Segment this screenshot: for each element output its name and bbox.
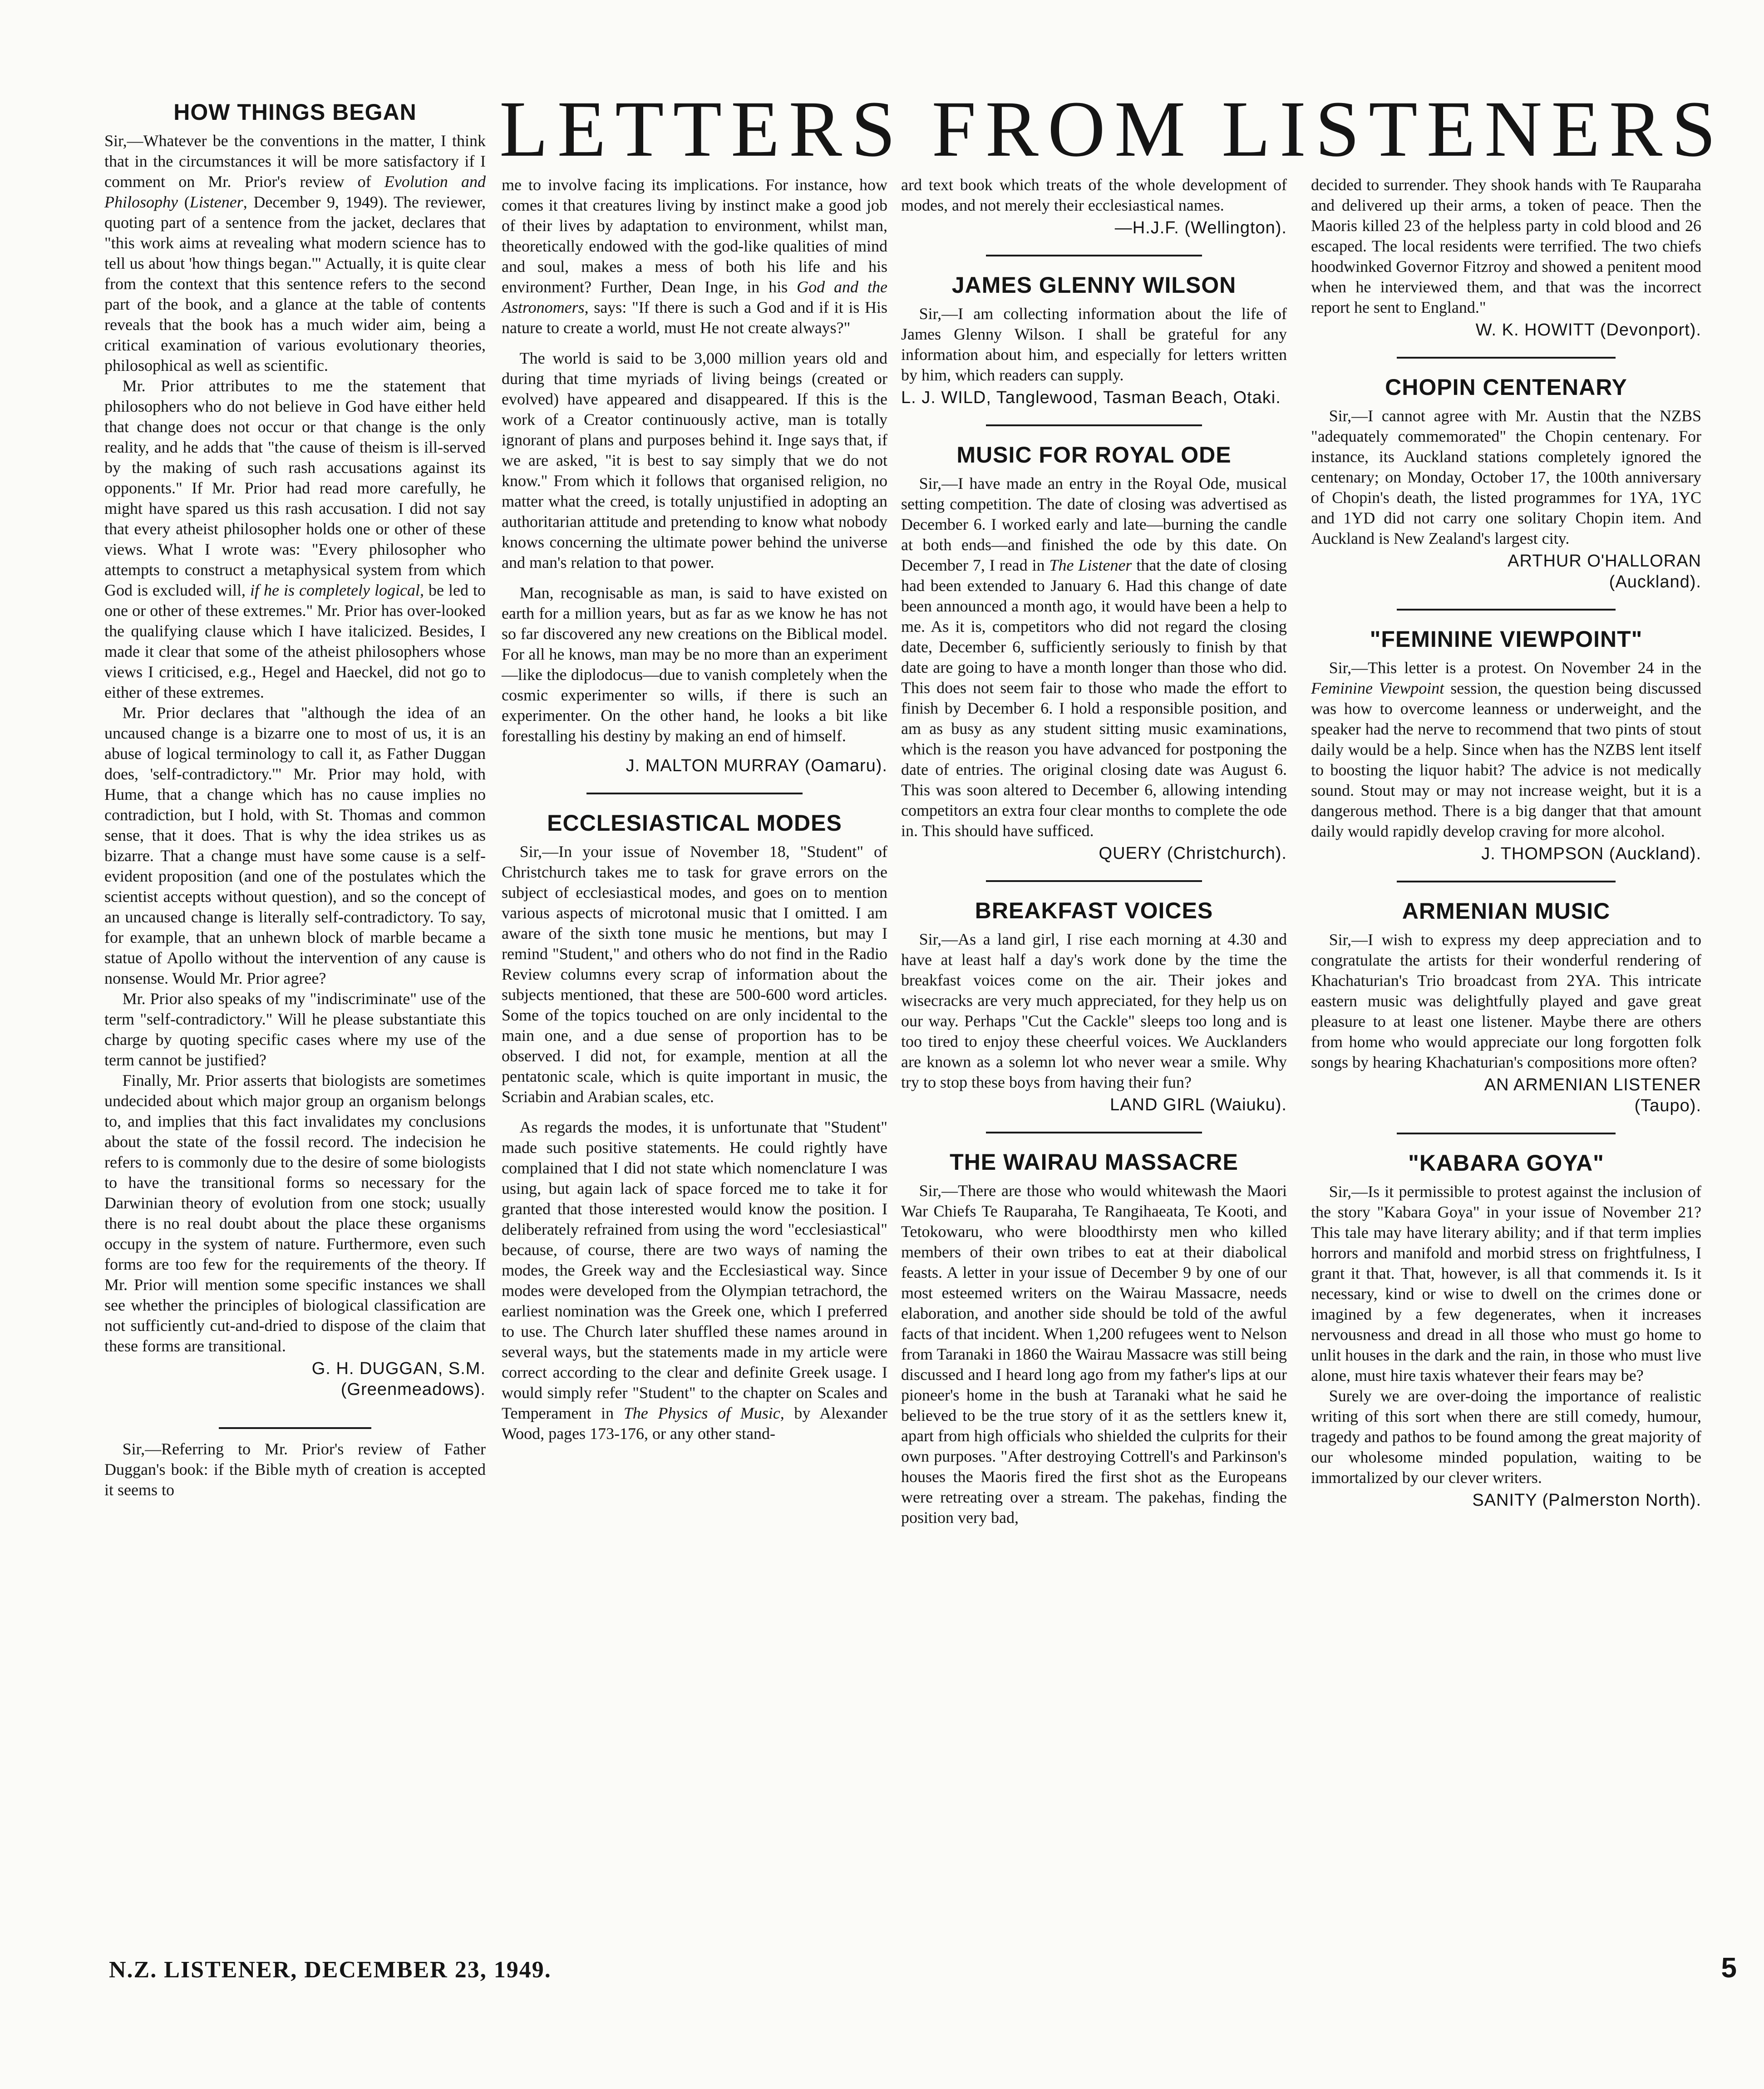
- letter-paragraph: Sir,—I cannot agree with Mr. Austin that the NZBS "adequately commemorated" the Chopin centenary. For instance, its Auckland stations completely ignored the centenary; on Monday, October 17, the 100th anniversary of Chopin's death, the listed programmes for 1YA, 1YC and 1YD did not carry one solitary Chopin item. And Auckland is New Zealand's largest city.: [1311, 407, 1701, 547]
- banner-word-from: FROM: [931, 85, 1195, 173]
- letter-paragraph: Sir,—Whatever be the conventions in the matter, I think that in the circumstances it will be more satisfactory if I comment on Mr. Prior's review of Evolution and Philosophy (Listener, December 9, 1949). The reviewer, quoting part of a sentence from the jacket, declares that "this work aims at revealing what modern science has to tell us about 'how things began.'" Actually, it is quite clear from the context that this sentence refers to the second part of the book, and a glance at the table of contents reveals that the book has a much wider aim, being a critical examination of various evolutionary theories, philosophical as well as scientific.: [104, 132, 486, 374]
- letter-paragraph: Sir,—Referring to Mr. Prior's review of Father Duggan's book: if the Bible myth of creation is accepted it seems to: [104, 1440, 486, 1499]
- heading-chopin-centenary: CHOPIN CENTENARY: [1385, 374, 1627, 400]
- heading-feminine-viewpoint: "FEMININE VIEWPOINT": [1370, 626, 1643, 652]
- signature: L. J. WILD, Tanglewood, Tasman Beach, Otaki.: [901, 388, 1281, 407]
- letter-paragraph: As regards the modes, it is unfortunate that "Student" made such positive statements. He could rightly have complained that I did not state which nomenclature I was using, but again lack of space forced me to take it for granted that those interested would know the position. I deliberately refrained from using the word "ecclesiastical" because, of course, there are two ways of naming the modes, the Greek way and the Ecclesiastical way. Since modes were developed from the Olympian tetrachord, the earliest nomination was the Greek one, which I preferred to use. The Church later shuffled these names around in several ways, but the statements made in my article were correct according to the clear and definite Greek usage. I would simply refer "Student" to the chapter on Scales and Temperament in The Physics of Music, by Alexander Wood, pages 173-176, or any other stand-: [502, 1118, 888, 1443]
- signature: G. H. DUGGAN, S.M. (Greenmeadows).: [311, 1359, 486, 1399]
- letter-paragraph: Sir,—As a land girl, I rise each morning at 4.30 and have at least half a day's work done by the time the breakfast voices come on the air. Their jokes and wisecracks are very much appreciated, for they help us on our way. Perhaps "Cut the Cackle" sleeps too long and is too tired to enjoy these cheerful voices. We Aucklanders are known as a solemn lot who never wear a smile. Why try to stop these boys from having their fun?: [901, 930, 1287, 1091]
- signature: SANITY (Palmerston North).: [1472, 1491, 1701, 1510]
- heading-armenian-music: ARMENIAN MUSIC: [1402, 898, 1611, 924]
- signature: ARTHUR O'HALLORAN (Auckland).: [1508, 552, 1701, 591]
- divider-rule: [586, 793, 803, 794]
- letter-paragraph: Finally, Mr. Prior asserts that biologists are sometimes undecided about which major group an organism belongs to, and implies that this fact invalidates my conclusions about the state of the fossil record. The indecision he refers to is commonly due to the desire of some biologists to have the transitional forms so necessary for the Darwinian theory of evolution from one stock; usually there is no real doubt about the place these organisms occupy in the system of nature. Furthermore, even such forms are too few for the requirements of the theory. If Mr. Prior will mention some specific instances we shall see whether the principles of biological classification are not sufficiently cut-and-dried to dispose of the claim that these forms are transitional.: [104, 1071, 486, 1355]
- heading-james-glenny-wilson: JAMES GLENNY WILSON: [951, 272, 1237, 298]
- letter-paragraph: Sir,—In your issue of November 18, "Student" of Christchurch takes me to task for grave errors on the subject of ecclesiastical modes, and goes on to mention various aspects of microtonal music that I omitted. I am aware of the sixth tone music he mentions, but may I remind "Student," and others who do not find in the Radio Review columns every scrap of information about the subjects mentioned, that these are 500-600 word articles. Some of the topics touched on are only incidental to the main one, and a due sense of proportion has to be observed. I did not, for example, mention at all the pentatonic scale, which is quite important in music, the Scriabin and Arabian scales, etc.: [502, 842, 887, 1106]
- divider-rule: [219, 1427, 371, 1429]
- heading-ecclesiastical-modes: ECCLESIASTICAL MODES: [547, 810, 842, 836]
- letter-paragraph: ard text book which treats of the whole development of modes, and not merely their ecclesiastical names.: [901, 176, 1287, 214]
- divider-rule: [986, 880, 1202, 882]
- divider-rule: [986, 255, 1202, 256]
- letter-paragraph: Sir,—Is it permissible to protest against the inclusion of the story "Kabara Goya" in your issue of November 21? This tale may have literary ability; and if that term implies horrors and manifold and morbid stress on frightfulness, I grant it that. That, however, is all that commends it. Is it necessary, kind or wise to dwell on the crimes done or imagined by a few degenerates, when it increases nervousness and dread in all those who must go home to unlit houses in the dark and the rain, in those who must live alone, must hire taxis whatever their fears may be?: [1311, 1182, 1701, 1384]
- divider-rule: [1397, 881, 1616, 882]
- letter-paragraph: The world is said to be 3,000 million years old and during that time myriads of living beings (created or evolved) have appeared and disappeared. If this is the work of a Creator continuously active, man is totally ignorant of plans and purposes behind it. Inge says that, if we are asked, "it is best to say simply that we do not know." From which it follows that organised religion, no matter what the creed, is totally unjustified in adopting an authoritarian attitude and pretending to know what nobody knows concerning the ultimate power behind the universe and man's relation to that power.: [502, 349, 887, 572]
- signature: J. THOMPSON (Auckland).: [1481, 844, 1701, 863]
- heading-music-for-royal-ode: MUSIC FOR ROYAL ODE: [956, 442, 1232, 468]
- divider-rule: [986, 424, 1202, 426]
- letter-paragraph: Sir,—This letter is a protest. On November 24 in the Feminine Viewpoint session, the question being discussed was how to overcome leanness or underweight, and the speaker had the nerve to recommend that two pints of stout daily would be a help. Since when has the NZBS lent itself to boosting the liquor habit? The advice is not medically sound. Stout may or may not increase weight, but it is a dangerous method. There is a big danger that that amount daily would rapidly develop craving for more alcohol.: [1311, 659, 1702, 840]
- letter-paragraph: Sir,—I have made an entry in the Royal Ode, musical setting competition. The date of closing was advertised as December 6. I worked early and late—burning the candle at both ends—and finished the ode by this date. On December 7, I read in The Listener that the date of closing had been extended to January 6. Had this change of date been announced a month ago, it would have been a help to me. As it is, competitors who did not regard the closing date, December 6, sufficiently seriously to finish by that date are going to have a month longer than those who did. This does not seem fair to those who made the effort to finish by December 6. I hold a responsible position, and am as busy as any student sitting music examinations, which is the reason you have advanced for postponing the date of entries. The original closing date was August 6. This was soon altered to December 6, allowing intending competitors an extra four clear months to complete the ode in. This should have sufficed.: [901, 474, 1287, 840]
- signature: LAND GIRL (Waiuku).: [1110, 1095, 1287, 1114]
- letter-paragraph: Sir,—There are those who would whitewash the Maori War Chiefs Te Rauparaha, Te Rangihaeata, Te Kooti, and Tetokowaru, who were bloodthirsty men who killed members of their own tribes to eat at their diabolical feasts. A letter in your issue of December 9 by one of our most esteemed writers on the Wairau Massacre, needs elaboration, and another side should be told of the awful facts of that incident. When 1,200 refugees went to Nelson from Taranaki in 1860 the Wairau Massacre was still being discussed and I heard long ago from my father's lips at our pioneer's home in the bush at Taranaki what he said he believed to be the true story of it as the settlers knew it, apart from high officials who shielded the culprits for their own purposes. "After destroying Cottrell's and Parkinson's houses the Maoris fired the first shot as the Europeans were retreating over a stream. The pakehas, finding the position very bad,: [901, 1182, 1287, 1527]
- letter-paragraph: Mr. Prior also speaks of my "indiscriminate" use of the term "self-contradictory." Will he please substantiate this charge by quoting specific cases where my use of the term cannot be justified?: [104, 990, 486, 1069]
- letter-paragraph: Sir,—I am collecting information about the life of James Glenny Wilson. I shall be grateful for any information about him, and especially for letters written by him, which readers can supply.: [901, 305, 1287, 384]
- banner-word-listeners: LISTENERS: [1222, 85, 1725, 173]
- letter-paragraph: Man, recognisable as man, is said to have existed on earth for a million years, but as far as we know he has not so far discovered any new creations on the Biblical model. For all he knows, man may be no more than an experiment—like the diplodocus—due to vanish completely when the cosmic experimenter so wills, if there is such an experimenter. On the other hand, he looks a bit like forestalling his destiny by making an end of himself.: [502, 584, 887, 745]
- signature: W. K. HOWITT (Devonport).: [1475, 320, 1701, 340]
- letter-paragraph: decided to surrender. They shook hands with Te Rauparaha and delivered up their arms, a token of peace. Then the Maoris killed 23 of the helpless party in cold blood and 26 escaped. The local residents were terrified. The two chiefs hoodwinked Governor Fitzroy and showed a penitent mood when he interviewed them, and that was the incorrect report he sent to England.": [1311, 176, 1701, 316]
- heading-kabara-goya: "KABARA GOYA": [1408, 1150, 1604, 1176]
- banner-word-letters: LETTERS: [499, 85, 905, 173]
- letter-paragraph: Sir,—I wish to express my deep appreciation and to congratulate the artists for their wonderful rendering of Khachaturian's Trio broadcast from 2YA. This intricate eastern music was delightfully played and gave great pleasure to at least one listener. Maybe there are others from home who would appreciate our long forgotten folk songs by hearing Khachaturian's compositions more often?: [1311, 931, 1701, 1071]
- divider-rule: [1397, 357, 1616, 359]
- signature: AN ARMENIAN LISTENER (Taupo).: [1484, 1075, 1701, 1115]
- page-banner: [499, 85, 1725, 173]
- letter-paragraph: Surely we are over-doing the importance of realistic writing of this sort when there are still comedy, humour, tragedy and pathos to be found among the great majority of our wholesome minded population, waiting to be immortalized by our clever writers.: [1311, 1387, 1701, 1487]
- letter-paragraph: Mr. Prior attributes to me the statement that philosophers who do not believe in God have either held that change does not occur or that change is the only reality, and he adds that "the cause of theism is ill-served by the making of such rash accusations against its opponents." If Mr. Prior had read more carefully, he might have spared us this rash accusation. I did not say that every atheist philosopher holds one or other of these views. What I wrote was: "Every philosopher who attempts to construct a metaphysical system from which God is excluded will, if he is completely logical, be led to one or other of these extremes." Mr. Prior has over-looked the qualifying clause which I have italicized. Besides, I made it clear that some of the atheist philosophers whose views I criticised, e.g., Hegel and Haeckel, did not go to either of these extremes.: [104, 377, 486, 701]
- divider-rule: [986, 1132, 1202, 1133]
- signature: QUERY (Christchurch).: [1099, 844, 1287, 863]
- letter-paragraph: me to involve facing its implications. For instance, how comes it that creatures living by instinct make a good job of their lives by adaptation to environment, whilst man, theoretically endowed with the god-like qualities of mind and soul, makes a mess of both his life and his environment? Further, Dean Inge, in his God and the Astronomers, says: "If there is such a God and if it is His nature to create a world, must He not create always?": [502, 176, 887, 337]
- column-1: [104, 99, 486, 1500]
- signature: J. MALTON MURRAY (Oamaru).: [626, 756, 887, 775]
- heading-how-things-began: HOW THINGS BEGAN: [173, 99, 417, 125]
- footer-masthead: N.Z. LISTENER, DECEMBER 23, 1949.: [109, 1957, 552, 1983]
- heading-breakfast-voices: BREAKFAST VOICES: [975, 898, 1213, 923]
- divider-rule: [1397, 609, 1616, 611]
- column-4: [1311, 175, 1701, 1511]
- signature: —H.J.F. (Wellington).: [1114, 218, 1287, 237]
- column-3: [901, 175, 1287, 1528]
- page-number: 5: [1721, 1952, 1737, 1984]
- letter-paragraph: Mr. Prior declares that "although the idea of an uncaused change is a bizarre one to most of us, it is an abuse of logical terminology to call it, as Father Duggan does, 'self-contradictory.'" Mr. Prior may hold, with Hume, that a change which has no cause implies no contradiction, but I hold, with St. Thomas and common sense, that it does. That is why the idea strikes us as bizarre. That a change must have some cause is a self-evident proposition (and one of the postulates which the scientist accepts without question), and so the concept of an uncaused change is literally self-contradictory. To say, for example, that an unhewn block of marble became a statue of Apollo without the intervention of any cause is nonsense. Would Mr. Prior agree?: [104, 704, 486, 987]
- column-2: [502, 175, 887, 1444]
- divider-rule: [1397, 1133, 1616, 1134]
- heading-the-wairau-massacre: THE WAIRAU MASSACRE: [950, 1149, 1238, 1175]
